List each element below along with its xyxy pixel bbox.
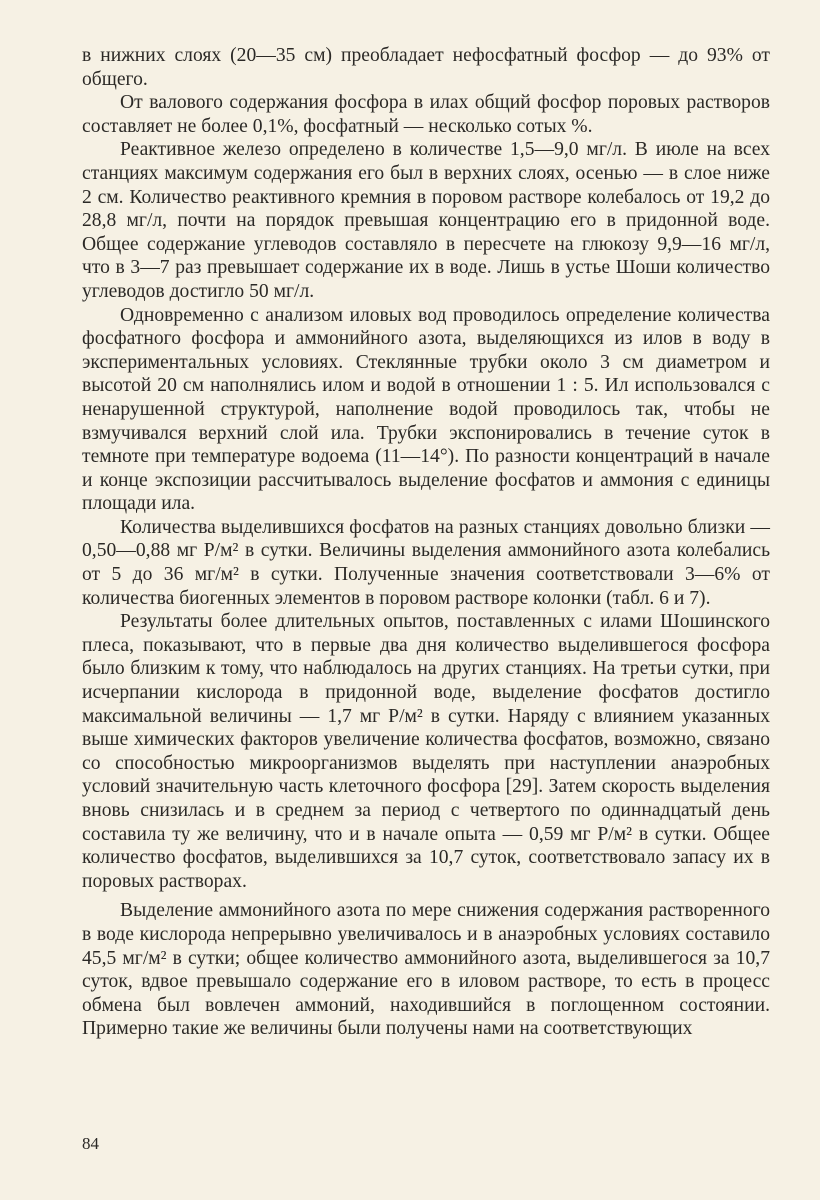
paragraph-total-phosphorus: От валового содержания фосфора в илах общий фосфор поровых растворов составляет не более 0,1%, фосфатный — несколько сотых %. <box>82 92 770 137</box>
paragraph-long-experiments: Результаты более длительных опытов, поставленных с илами Шошинского плеса, показывают, что в первые два дня количество выделившегося фосфора было близким к тому, что наблюдалось на других станциях. На третьи сутки, при исчерпании кислорода в придонной воде, выделение фосфатов достигло максимальной величины — 1,7 мг Р/м² в сутки. Наряду с влиянием указанных выше химических факторов увеличение количества фосфатов, возможно, связано со способностью микроорганизмов выделять при наступлении анаэробных условий значительную часть клеточного фосфора [29]. Затем скорость выделения вновь снизилась и в среднем за период с четвертого по одиннадцатый день составила ту же величину, что и в начале опыта — 0,59 мг Р/м² в сутки. Общее количество фосфатов, выделившихся за 10,7 суток, соответствовало запасу их в поровых растворах. <box>82 611 770 892</box>
paragraph-reactive-iron: Реактивное железо определено в количестве 1,5—9,0 мг/л. В июле на всех станциях максимум содержания его был в верхних слоях, осенью — в слое ниже 2 см. Количество реактивного кремния в поровом растворе колебалось от 19,2 до 28,8 мг/л, почти на порядок превышая концентрацию его в придонной воде. Общее содержание углеводов составляло в пересчете на глюкозу 9,9—16 мг/л, что в 3—7 раз превышает содержание их в воде. Лишь в устье Шоши количество углеводов достигло 50 мг/л. <box>82 139 770 302</box>
paragraph-experiment-method: Одновременно с анализом иловых вод проводилось определение количества фосфатного фосфора и аммонийного азота, выделяющихся из илов в воду в экспериментальных условиях. Стеклянные трубки около 3 см диаметром и высотой 20 см наполнялись илом и водой в отношении 1 : 5. Ил использовался с ненарушенной структурой, наполнение водой проводилось так, чтобы не взмучивался верхний слой ила. Трубки экспонировались в течение суток в темноте при температуре водоема (11—14°). По разности концентраций в начале и конце экспозиции рассчитывалось выделение фосфатов и аммония с единицы площади ила. <box>82 304 770 515</box>
page-number: 84 <box>82 1134 99 1153</box>
paragraph-continuation: в нижних слоях (20—35 см) преобладает нефосфатный фосфор — до 93% от общего. <box>82 45 770 90</box>
body-text <box>82 44 770 1041</box>
paragraph-ammonium-release: Выделение аммонийного азота по мере снижения содержания растворенного в воде кислорода непрерывно увеличивалось и в анаэробных условиях составило 45,5 мг/м² в сутки; общее количество аммонийного азота, выделившегося за 10,7 суток, вдвое превышало содержание его в иловом растворе, то есть в процесс обмена был вовлечен аммоний, находившийся в поглощенном состоянии. Примерно такие же величины были получены нами на соответствующих <box>82 900 770 1040</box>
paragraph-phosphate-release: Количества выделившихся фосфатов на разных станциях довольно близки — 0,50—0,88 мг Р/м² в сутки. Величины выделения аммонийного азота колебались от 5 до 36 мг/м² в сутки. Полученные значения соответствовали 3—6% от количества биогенных элементов в поровом растворе колонки (табл. 6 и 7). <box>82 516 770 609</box>
